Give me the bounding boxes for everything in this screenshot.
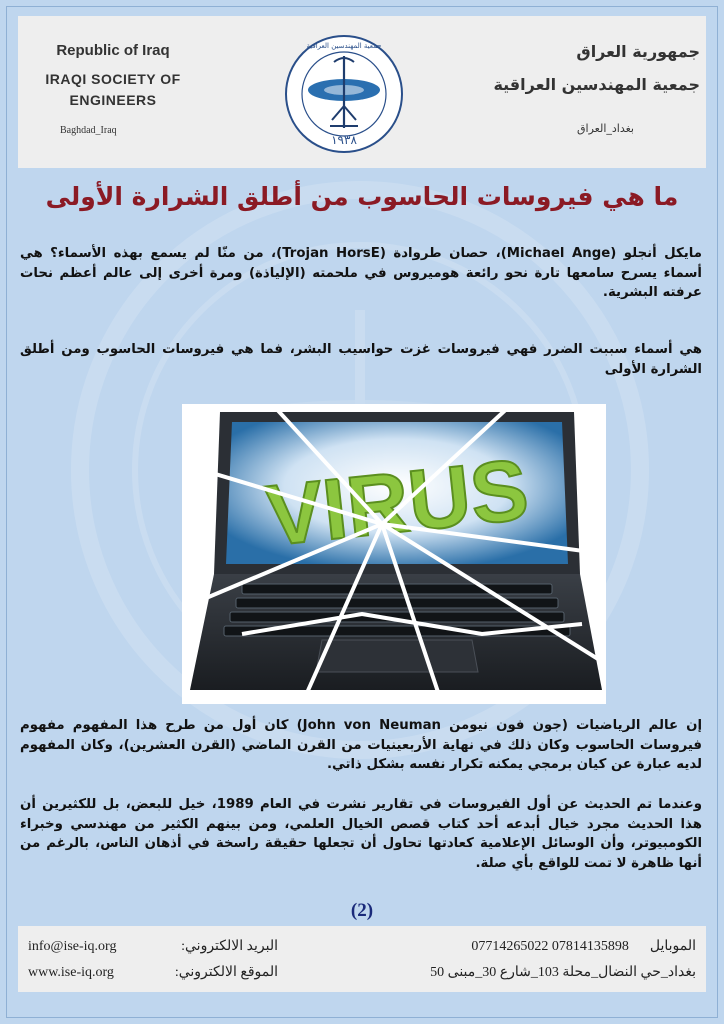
address-row: بغداد_حي النضال_محلة 103_شارع 30_مبنى 50 [430,965,696,980]
paragraph-history: وعندما تم الحديث عن أول الفيروسات في تقارير نشرت في العام 1989، خيل للبعض، بل للكثيرين أن هذا الحديث مجرد خيال أبدعه أحد كتاب قصص الخيال العلمي، ومن بينهم الكثير من مهندسي وخبراء الكومبيوتر، وأن الوسائل الإعلامية كعادتها تحاول أن تجعلها حقيقة راسخة في أذهان الناس، بالرغم من أنها ظاهرة لا تمت للواقع بأي صلة. [20,797,702,871]
letterhead-arabic [480,16,700,168]
logo-year: ١٩٣٨ [331,133,357,147]
website-row [28,960,278,986]
city-ar: بغداد_العراق [577,122,634,135]
mobile-label: الموبايل [649,939,696,954]
letterhead [18,16,706,168]
footer-contact-web [28,934,278,986]
footer-contact-phone [276,934,696,986]
paragraph-question: هي أسماء سببت الضرر فهي فيروسات غزت حواسيب البشر، فما هي فيروسات الحاسوب ومن أطلق الشرارة الأولى [20,342,702,377]
logo-name: جمعية المهندسين العراقية [306,42,382,50]
virus-illustration [182,404,606,704]
article-title: ما هي فيروسات الحاسوب من أطلق الشرارة الأولى [45,182,679,211]
email-label: البريد الالكتروني: [181,939,278,954]
virus-laptop-image [182,404,606,704]
laptop-touchpad [316,640,478,672]
country-name-en: Republic of Iraq [56,42,170,59]
country-name-ar: جمهورية العراق [576,42,700,61]
society-logo [282,32,406,156]
website-label: الموقع الالكتروني: [174,965,278,980]
page-number: (2) [350,900,374,921]
society-name-ar: جمعية المهندسين العراقية [493,75,700,94]
city-en: Baghdad_Iraq [60,125,117,136]
mobile-numbers: 07714265022 07814135898 [471,939,629,954]
paragraph-origin: إن عالم الرياضيات (جون فون نيومن John von Neuman) كان أول من طرح هذا المفهوم مفهوم فيروسات الحاسوب وكان ذلك في نهاية الأربعينيات من القرن الماضي (القرن العشرين)، وكان المفهوم لديه عبارة عن كيان برمجي يمكنه تكرار نفسه بشكل ذاتي. [20,718,703,772]
email-value[interactable]: info@ise-iq.org [28,939,117,954]
society-name-en: IRAQI SOCIETY OF ENGINEERS [45,71,181,108]
letterhead-english [18,16,208,168]
paragraph-intro: مايكل أنجلو (Michael Ange)، حصان طروادة (Trojan HorsE)، من منّا لم يسمع بهذه الأسماء؟ هي أسماء يسرح سامعها تارة نحو رائعة هوميروس في ملحمته (الإلياذة) ومرة أخرى إلى عالم أعظم نحات عرفته البشرية. [20,246,702,300]
mobile-row [276,934,696,960]
footer [18,926,706,992]
email-row [28,934,278,960]
virus-word: VIRUS [261,441,533,565]
website-value[interactable]: www.ise-iq.org [28,965,114,980]
